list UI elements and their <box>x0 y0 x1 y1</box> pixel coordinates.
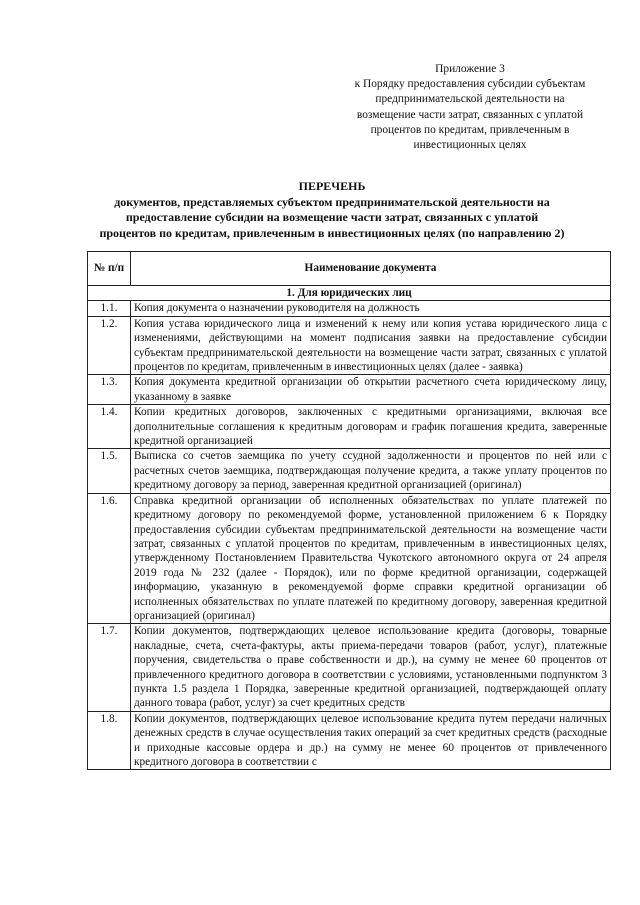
appendix-line: инвестиционных целях <box>413 139 527 152</box>
appendix-line: возмещение части затрат, связанных с уплатой <box>356 108 584 121</box>
row-number: 1.6. <box>88 493 131 624</box>
table-row <box>88 711 611 770</box>
row-number: 1.3. <box>88 375 131 405</box>
title-heading: ПЕРЕЧЕНЬ <box>298 179 366 193</box>
row-number: 1.7. <box>88 624 131 711</box>
table-row <box>88 405 611 449</box>
row-text: Копия устава юридического лица и изменений к нему или копия устава юридического лица с изменениями, действующими на момент подписания заявки на предоставление субсидии субъектам предпринимательской деятельности на возмещение части затрат, связанных с уплатой процентов по кредитам, привлеченным в инвестиционных целях (далее - заявка) <box>131 316 611 375</box>
row-number: 1.8. <box>88 711 131 770</box>
table-row <box>88 301 611 316</box>
row-text: Копии документов, подтверждающих целевое использование кредита (договоры, товарные накладные, счета, счета-фактуры, акты приема-передачи товаров (работ, услуг), платежные поручения, свидетельства о праве собственности и др.), на сумму не менее 60 процентов от привлеченного кредитного договора в соответствии с условиями, установленными подпунктом 3 пункта 1.5 раздела 1 Порядка, заверенные кредитной организацией, подтверждающей оплату данного товара (работ, услуг) за счет кредитных средств <box>131 624 611 711</box>
table-row <box>88 493 611 624</box>
appendix-header <box>320 62 620 153</box>
appendix-line: Приложение 3 <box>435 63 505 75</box>
row-number: 1.2. <box>88 316 131 375</box>
row-text: Копии документов, подтверждающих целевое использование кредита путем передачи наличных денежных средств в случае осуществления таких операций за счет кредитных средств (расходные и приходные кассовые ордера и др.) на сумму не менее 60 процентов от привлеченного кредитного договора в соответствии с <box>131 711 611 770</box>
table-row <box>88 375 611 405</box>
row-number: 1.5. <box>88 449 131 493</box>
row-text: Копии кредитных договоров, заключенных с кредитными организациями, включая все дополнительные соглашения к кредитным договорам и график погашения кредита, заверенные кредитной организацией <box>131 405 611 449</box>
table-row <box>88 449 611 493</box>
table-row <box>88 624 611 711</box>
row-text: Справка кредитной организации об исполненных обязательствах по уплате платежей по кредитному договору по рекомендуемой форме, установленной приложением 6 к Порядку предоставления субсидии субъектам предпринимательской деятельности на возмещение части затрат, связанных с уплатой процентов по кредитам, привлеченным в инвестиционных целях, утвержденному Постановлением Правительства Чукотского автономного округа от 24 апреля 2019 года № 232 (далее - Порядок), или по форме кредитной организации, содержащей информацию, указанную в рекомендуемой форме справки кредитной организации об исполненных обязательствах по уплате платежей по кредитному договору, заверенная кредитной организацией (оригинал) <box>131 493 611 624</box>
title-line: процентов по кредитам, привлеченным в инвестиционных целях (по направлению 2) <box>99 225 565 240</box>
row-text: Выписка со счетов заемщика по учету ссудной задолженности и процентов по ней или с расчетных счетов заемщика, подтверждающая получение кредита, а также уплату процентов по кредитному договору за период, заверенная кредитной организацией (оригинал) <box>131 449 611 493</box>
row-text: Копия документа кредитной организации об открытии расчетного счета юридическому лицу, указанному в заявке <box>131 375 611 405</box>
appendix-line: к Порядку предоставления субсидии субъектам <box>354 78 586 91</box>
table-row <box>88 316 611 375</box>
row-number: 1.4. <box>88 405 131 449</box>
documents-table <box>87 251 611 770</box>
row-text: Копия документа о назначении руководителя на должность <box>131 301 611 316</box>
title-line: предоставление субсидии на возмещение части затрат, связанных с уплатой <box>125 210 539 225</box>
document-title <box>72 179 592 241</box>
appendix-line: процентов по кредитам, привлеченным в <box>370 123 570 136</box>
section-row <box>88 286 611 301</box>
table-header-row <box>88 252 611 286</box>
title-line: документов, представляемых субъектом предпринимательской деятельности на <box>114 194 550 209</box>
row-number: 1.1. <box>88 301 131 316</box>
header-document-name: Наименование документа <box>131 252 611 286</box>
header-number: № п/п <box>88 252 131 286</box>
appendix-line: предпринимательской деятельности на <box>375 93 565 106</box>
section-title: 1. Для юридических лиц <box>88 286 611 301</box>
